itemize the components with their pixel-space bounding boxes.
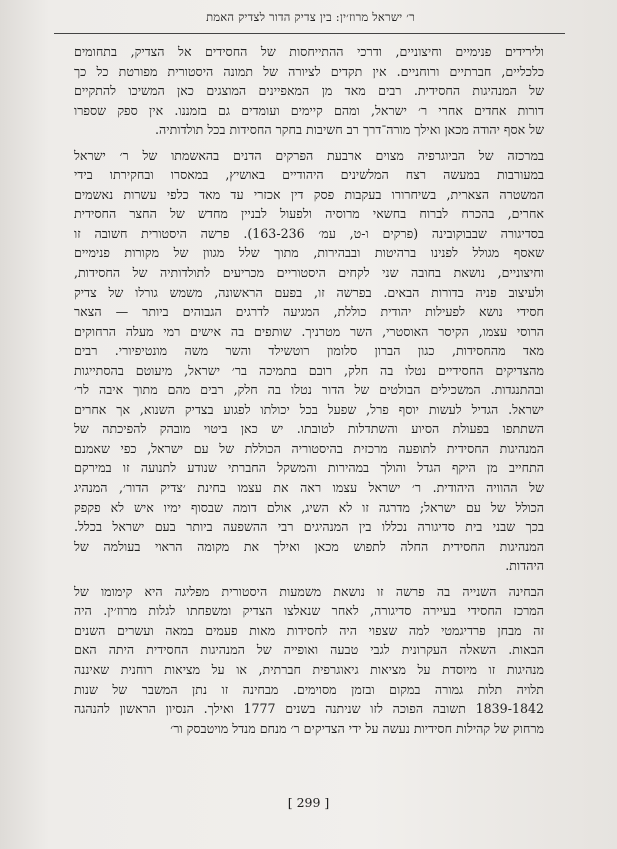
text-line: בסדיגורה שבבוקובינה (פרקים ו-ט, עמ׳ 163-236). פרשה היסטורית חשובה זו [74,225,544,241]
text-line: של המנהיגות החסידית. רבים מאד מן המאפיינים המוצגים כאן המשיכו להתקיים [74,83,544,99]
text-line: של ההוויה היהודית. ר׳ ישראל עצמו ראה את עצמו בחינת ׳צדיק הדור׳, המנהיג [74,480,544,496]
text-line: המנהיגות החסידית לתופעה מרכזית בהיסטוריה הכוללת של עם ישראל, כפי שאמנם [74,440,544,456]
text-line: השתתפו בפעולת הסיוע והשתדלות לטובתו. יש כאן ביטוי מובהק להפיכתה של [74,421,544,437]
text-line: ולירידים פנימיים וחיצוניים, ודרכי ההתייחסות של החסידים אל הצדיק, בתחומים [74,44,544,59]
paragraph [74,42,544,140]
paragraph [74,146,544,576]
text-line: ובהתנגדות. המשכילים הבולטים של הדור נטלו בה חלק, רבים מהם מתוך איבה לר׳ [74,382,544,398]
paragraph [74,582,544,738]
text-line: הבאות. השאלה העקרונית לגבי טבעה ואופייה של המנהיגות החסידית היתה האם [74,642,544,658]
text-line: 1839-1842 תשובה הפוכה לזו שניתנה בשנים 1777 ואילך. הנסיון הראשון להנהגה [74,701,544,717]
text-line: אחרים, בהכרח לברוח בחשאי מרוסיה ולפעול לבניין מחדש של החצר החסידית [74,206,544,222]
text-line: מאד מהחסידות, כגון הברון סלומון רוטשילד והשר משה מונטיפיורי. רבים [74,343,544,359]
header-rule [54,33,565,34]
running-head: ר׳ ישראל מרוז׳ין: בין צדיק הדור לצדיק האמת [206,10,415,24]
text-line: ישראל. הגדיל לעשות יוסף פרל, שפעל בכל יכולתו לפגוע בצדיק השנוא, אך אחרים [74,401,544,417]
text-line: המנהיגות החסידית החלה לתפוש מכאן ואילך את מקומה הראוי בעולמה של [74,538,544,554]
text-line: חסידי נושא לפעילות יהודית כוללת, המגיעה לדרגים הגבוהים ביותר — הצאר [74,304,544,320]
text-line: במעורבות במעשה רצח המלשינים היהודיים באושיץ, במאסרו ובחקירתו בידי [74,167,544,183]
text-line: בכך שבני בית סדיגורה נכללו בין המנהיגים רבי ההשפעה ביותר בעם ישראל בכלל. [74,519,544,535]
text-line: במרכזה של הביוגרפיה מצוים ארבעת הפרקים הדנים בהאשמתו של ר׳ ישראל [74,147,544,163]
text-line: התחייב מן היקף הגדל והולך במהירות והמשקל החברתי שנודע לתנועה זו במירקם [74,460,544,476]
text-line: תלויה תלות גמורה במקום ובזמן מסוימים. מבחינה זו נתן המשבר של שנות [74,681,544,697]
text-line: המשטרה הצארית, בשיחרורו בעקבות פסק דין אכזרי עד מאד כלפי עשרות נאשמים [74,186,544,202]
text-line: הכולל של עם ישראל; מדרגה זו לא השיג, אולם דומה שבסוף ימיו איש לא פקפק [74,499,544,515]
text-line: המרכז החסידי בעיירה סדיגורה, לאחר שנאלצו הצדיק ומשפחתו לגלות מרוז׳ין. היה [74,603,544,619]
text-line: של אסף יהודה מכאן ואילך מורה־דרך רב חשיבות בחקר החסידות בכל תולדותיה. [155,122,544,138]
text-line: שאסף מגולל לפנינו ברהיטות ובבהירות, מתוך שלל מגוון של מקורות פנימיים [74,245,544,261]
text-line: ולעיצוב פניה בדורות הבאים. בפרשה זו, בפעם הראשונה, משמש גורלו של צדיק [74,284,544,300]
text-line: הרוסי עצמו, הקיסר האוסטרי, השר מטרניך. שותפים בה אישים רמי מעלה הרחוקים [74,323,544,339]
text-line: כלכליים, חברתיים ורוחניים. אין תקדים לציורה של תמונה היסטורית מפורטת כל כך [74,63,544,79]
page-number: [ 299 ] [287,795,330,810]
text-line: הבחינה השנייה בה פרשה זו נושאת משמעות היסטורית מפליגה היא קימומו של [74,583,544,599]
text-line: מהצדיקים החסידיים נטלו בה חלק, רובם בתמיכה בר׳ ישראל, מיעוטם בהסתייגות [74,362,544,378]
text-line: מנהיגות זו מיוסדת על מציאות גיאוגרפית חברתית, או על מציאות רוחנית שאיננה [74,661,544,677]
text-line: דורות אחדים אחרי ר׳ ישראל, ומהם קיימים ועומדים גם בזמננו. אין ספק שספרו [74,102,544,118]
text-line: היהדות. [505,558,544,574]
text-line: זה מבחן פרדיגמטי למה שצפוי היה לחסידות מאות פעמים במאה ועשרים השנים [74,622,544,638]
text-line: וחיצוניים, נושאת בחובה שני לקחים היסטוריים מכריעים לתולדותיה של החסידות, [74,265,544,281]
body-text [74,42,544,738]
text-line: מרחוק של קהילות חסידיות נעשה על ידי הצדיקים ר׳ מנחם מנדל מויטבסק ור׳ [170,720,544,736]
